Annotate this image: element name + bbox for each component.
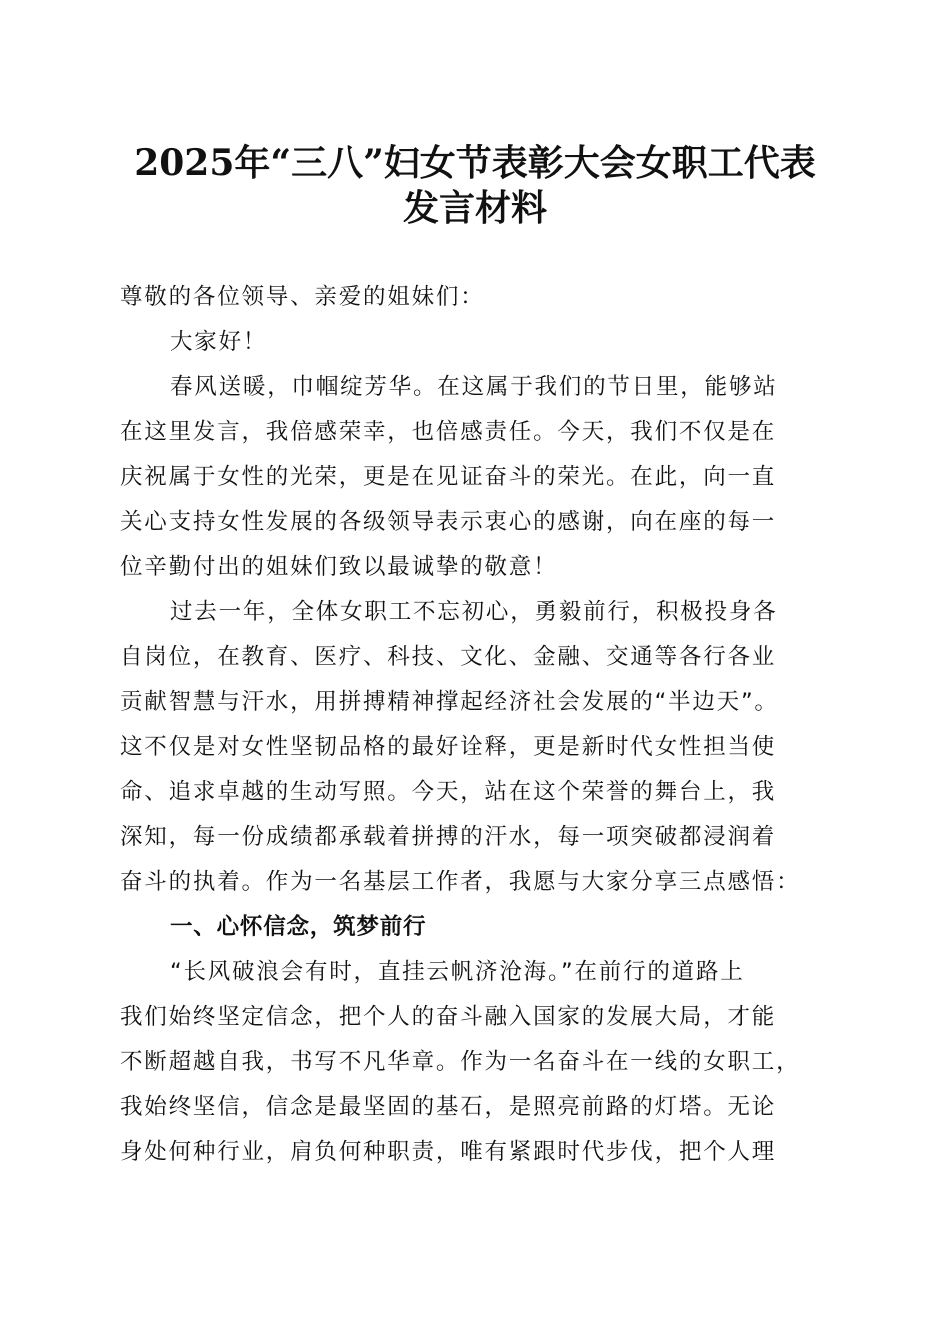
paragraph-3-line: 身处何种行业，肩负何种职责，唯有紧跟时代步伐，把个人理 xyxy=(120,1139,777,1165)
salutation: 尊敬的各位领导、亲爱的姐妹们： xyxy=(120,284,485,310)
paragraph-3-line: 不断超越自我，书写不凡华章。作为一名奋斗在一线的女职工， xyxy=(120,1049,801,1075)
paragraph-3-line: 我们始终坚定信念，把个人的奋斗融入国家的发展大局，才能 xyxy=(120,1004,777,1030)
paragraph-2-line: 这不仅是对女性坚韧品格的最好诠释，更是新时代女性担当使 xyxy=(120,734,777,760)
paragraph-3-line: 我始终坚信，信念是最坚固的基石，是照亮前路的灯塔。无论 xyxy=(120,1094,777,1120)
paragraph-1-line: 在这里发言，我倍感荣幸，也倍感责任。今天，我们不仅是在 xyxy=(120,419,777,445)
paragraph-1-line: 庆祝属于女性的光荣，更是在见证奋斗的荣光。在此，向一直 xyxy=(120,464,777,490)
paragraph-1-line: 春风送暖，巾帼绽芳华。在这属于我们的节日里，能够站 xyxy=(170,374,778,400)
paragraph-2-line: 深知，每一份成绩都承载着拼搏的汗水，每一项突破都浸润着 xyxy=(120,824,777,850)
paragraph-2-line: 奋斗的执着。作为一名基层工作者，我愿与大家分享三点感悟： xyxy=(120,869,801,895)
paragraph-2-line: 贡献智慧与汗水，用拼搏精神撑起经济社会发展的“半边天”。 xyxy=(120,689,779,715)
greeting: 大家好！ xyxy=(170,329,268,355)
paragraph-2-line: 命、追求卓越的生动写照。今天，站在这个荣誉的舞台上，我 xyxy=(120,779,777,805)
document-title-line-2: 发言材料 xyxy=(402,187,547,229)
paragraph-1-line: 位辛勤付出的姐妹们致以最诚挚的敬意！ xyxy=(120,554,558,580)
document-title-line-1: 2025年“三八”妇女节表彰大会女职工代表 xyxy=(134,142,816,184)
section-heading: 一、心怀信念，筑梦前行 xyxy=(170,914,427,940)
paragraph-2-line: 过去一年，全体女职工不忘初心，勇毅前行，积极投身各 xyxy=(170,599,778,625)
paragraph-2-line: 自岗位，在教育、医疗、科技、文化、金融、交通等各行各业 xyxy=(120,644,777,670)
paragraph-3-line: “长风破浪会有时，直挂云帆济沧海。”在前行的道路上 xyxy=(170,959,745,985)
paragraph-1-line: 关心支持女性发展的各级领导表示衷心的感谢，向在座的每一 xyxy=(120,509,777,535)
